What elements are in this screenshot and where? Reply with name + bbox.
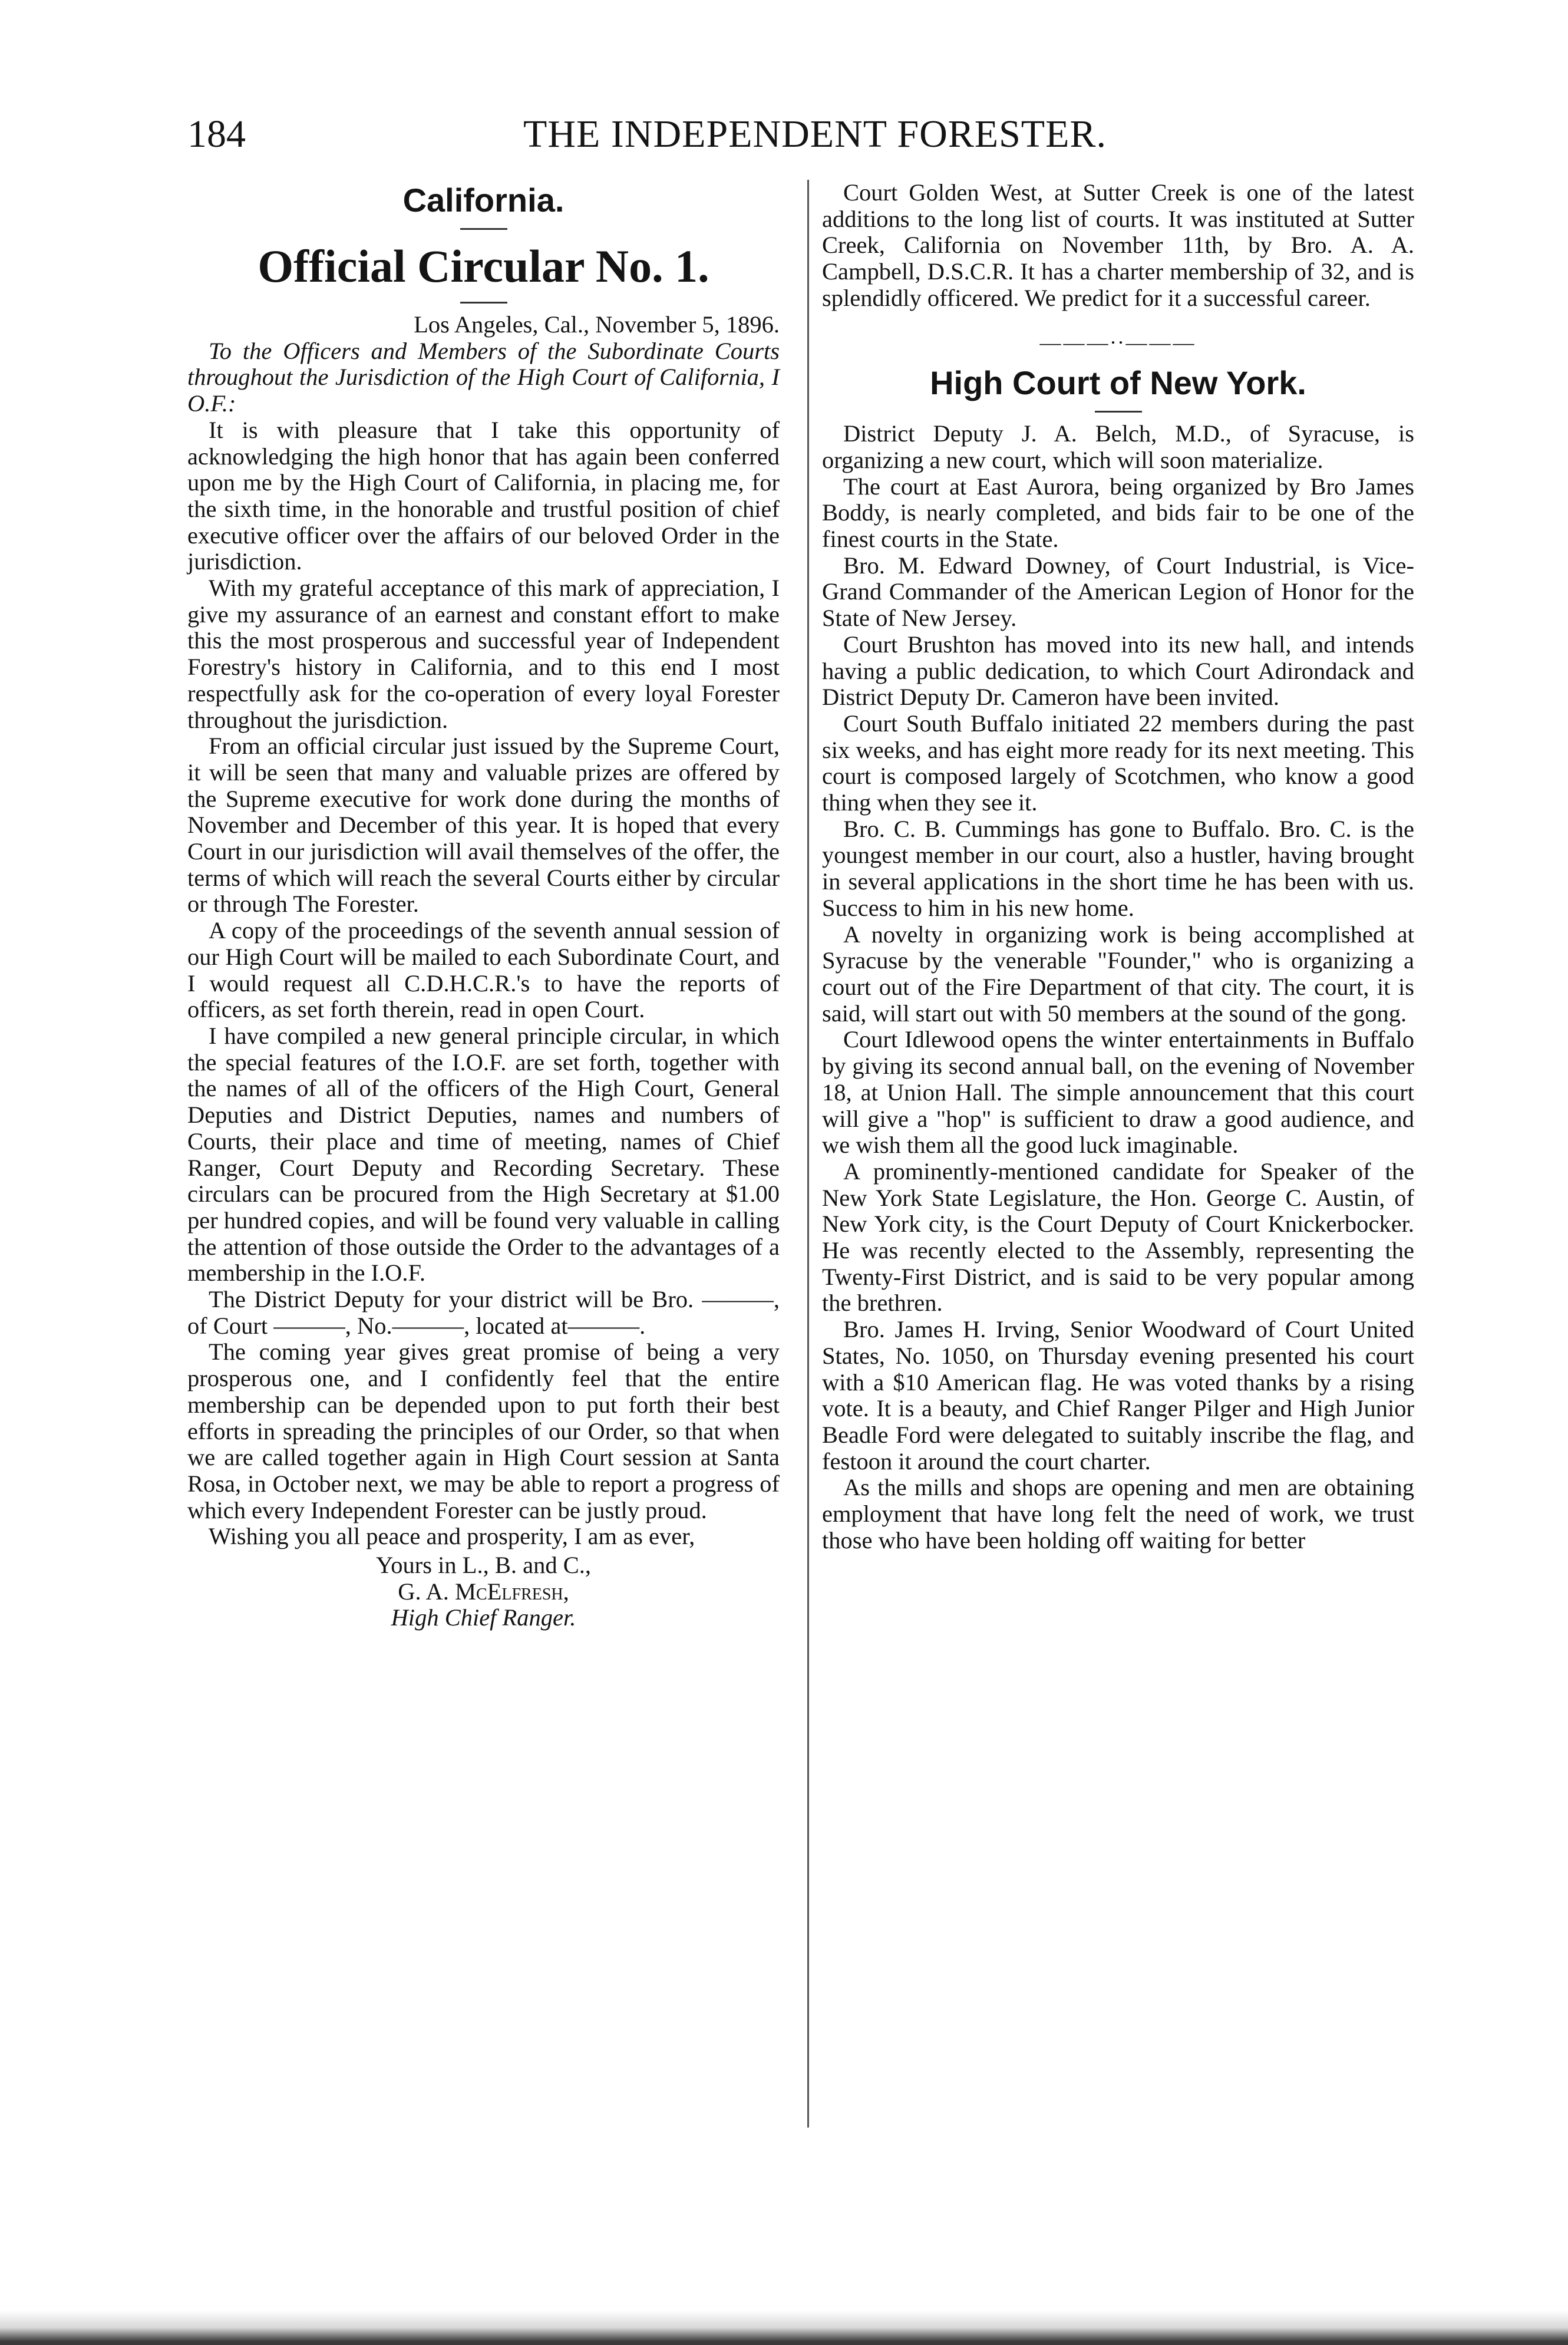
paragraph: From an official circular just issued by the Supreme Court, it will be seen that many and valuable prizes are offered by the Supreme executive for work done during the months of November and December of this year. It is hoped that every Court in our jurisdiction will avail themselves of the offer, the terms of which will reach the several Courts either by circular or through The Forester. <box>187 733 780 918</box>
right-column <box>822 180 1414 1554</box>
section-title-new-york: High Court of New York. <box>930 364 1306 402</box>
signoff-closing: Yours in L., B. and C., <box>376 1552 591 1579</box>
paragraph: The coming year gives great promise of being a very prosperous one, and I confidently feel that the entire membership can be depended upon to put forth their best efforts in spreading the principles of our Order, so that when we are called together again in High Court session at Santa Rosa, in October next, we may be able to report a progress of which every Independent Forester can be justly proud. <box>187 1338 780 1523</box>
running-head: THE INDEPENDENT FORESTER. <box>523 113 1107 156</box>
paragraph: Bro. C. B. Cummings has gone to Buffalo. Bro. C. is the youngest member in our court, also a hustler, having brought in several applications in the short time he has been with us. Success to him in his new home. <box>822 815 1414 921</box>
page-header <box>187 112 1442 177</box>
paragraph: Court Idlewood opens the winter entertainments in Buffalo by giving its second annual ball, on the evening of November 18, at Union Hall. The simple announcement that this court will give a "hop" is sufficient to draw a good audience, and we wish them all the good luck imaginable. <box>822 1026 1414 1159</box>
paragraph: I have compiled a new general principle circular, in which the special features of the I.O.F. are set forth, together with the names of all of the officers of the High Court, General Deputies and District Deputies, names and numbers of Courts, their place and time of meeting, names of Chief Ranger, Court Deputy and Recording Secretary. These circulars can be procured from the High Secretary at $1.00 per hundred copies, and will be found very valuable in calling the attention of those outside the Order to the advantages of a membership in the I.O.F. <box>187 1022 780 1287</box>
paragraph: As the mills and shops are opening and men are obtaining employment that have long felt the need of work, we trust those who have been holding off waiting for better <box>822 1474 1414 1554</box>
paragraph: Wishing you all peace and prosperity, I am as ever, <box>209 1523 695 1550</box>
short-rule <box>460 302 507 304</box>
paragraph: Court Brushton has moved into its new hall, and intends having a public dedication, to which Court Adirondack and District Deputy Dr. Cameron have been invited. <box>822 631 1414 711</box>
paragraph: It is with pleasure that I take this opportunity of acknowledging the high honor that has again been conferred upon me by the High Court of California, in placing me, for the sixth time, in the honorable and trustful position of chief executive officer over the affairs of our beloved Order in the jurisdiction. <box>187 416 780 575</box>
signoff-title: High Chief Ranger. <box>391 1604 576 1631</box>
signoff-name: G. A. McElfresh, <box>398 1578 569 1605</box>
circular-title: Official Circular No. 1. <box>258 240 709 292</box>
paragraph: A copy of the proceedings of the seventh annual session of our High Court will be mailed to each Subordinate Court, and I would request all C.D.H.C.R.'s to have the reports of officers, as set forth therein, read in open Court. <box>187 917 780 1023</box>
paragraph: Court Golden West, at Sutter Creek is one of the latest additions to the long list of courts. It was instituted at Sutter Creek, California on November 11th, by Bro. A. A. Campbell, D.S.C.R. It has a charter membership of 32, and is splendidly officered. We predict for it a successful career. <box>822 179 1414 311</box>
ornament-divider: ———∙∙——— <box>1039 330 1197 354</box>
section-title-california: California. <box>402 182 565 219</box>
paragraph: A novelty in organizing work is being accomplished at Syracuse by the venerable "Founder," who is organizing a court out of the Fire Department of that city. The court, it is said, will start out with 50 members at the sound of the gong. <box>822 921 1414 1027</box>
salutation: To the Officers and Members of the Subordinate Courts throughout the Jurisdiction of the High Court of California, I O.F.: <box>187 337 780 417</box>
paragraph: District Deputy J. A. Belch, M.D., of Syracuse, is organizing a new court, which will soon materialize. <box>822 420 1414 473</box>
paragraph: A prominently-mentioned candidate for Speaker of the New York State Legislature, the Hon. George C. Austin, of New York city, is the Court Deputy of Court Knickerbocker. He was recently elected to the Assembly, representing the Twenty-First District, and is said to be very popular among the brethren. <box>822 1157 1414 1317</box>
short-rule <box>1095 411 1142 413</box>
short-rule <box>460 228 507 230</box>
dateline: Los Angeles, Cal., November 5, 1896. <box>414 311 780 338</box>
page-number: 184 <box>187 113 246 156</box>
paragraph: The District Deputy for your district will be Bro. ———, of Court ———, No.———, located at———. <box>187 1286 780 1339</box>
column-rule <box>807 180 809 2128</box>
signoff <box>187 1552 780 1631</box>
paragraph: With my grateful acceptance of this mark of appreciation, I give my assurance of an earnest and constant effort to make this the most prosperous and successful year of Independent Forestry's history in California, and to this end I most respectfully ask for the co-operation of every loyal Forester throughout the jurisdiction. <box>187 575 780 733</box>
left-column <box>187 180 780 1631</box>
paragraph: The court at East Aurora, being organized by Bro James Boddy, is nearly completed, and bids fair to be one of the finest courts in the State. <box>822 473 1414 553</box>
paragraph: Bro. M. Edward Downey, of Court Industrial, is Vice-Grand Commander of the American Legion of Honor for the State of New Jersey. <box>822 552 1414 632</box>
paragraph: Court South Buffalo initiated 22 members during the past six weeks, and has eight more ready for its next meeting. This court is composed largely of Scotchmen, who know a good thing when they see it. <box>822 710 1414 816</box>
scan-bottom-edge <box>0 2310 1568 2345</box>
paragraph: Bro. James H. Irving, Senior Woodward of Court United States, No. 1050, on Thursday evening presented his court with a $10 American flag. He was voted thanks by a rising vote. It is a beauty, and Chief Ranger Pilger and High Junior Beadle Ford were delegated to suitably inscribe the flag, and festoon it around the court charter. <box>822 1316 1414 1475</box>
